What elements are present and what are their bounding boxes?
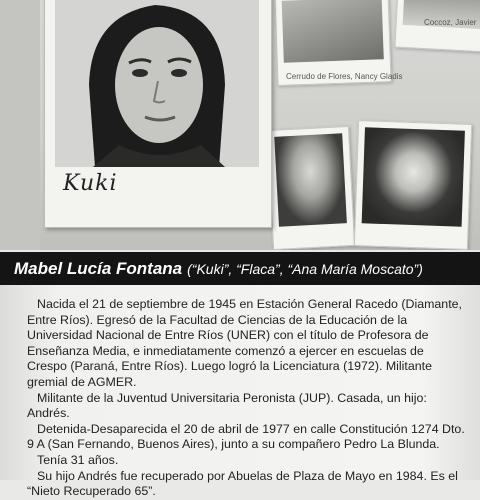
portrait-drawing [55,0,259,167]
title-bar [0,252,480,285]
biography-section [0,285,480,499]
main-portrait-card [44,0,272,228]
bio-paragraph: Militante de la Juventud Universitaria Peronista (JUP). Casada, un hijo: Andrés. [27,390,427,421]
bio-paragraph: Tenía 31 años. [37,452,119,467]
bio-paragraph: Detenida-Desaparecida el 20 de abril de 1977 en calle Constitución 1274 Dto. 9 A (San Fernando, Buenos Aires), junto a su compañero Pedro La Blunda. [27,421,465,452]
bio-paragraph: Su hijo Andrés fue recuperado por Abuelas de Plaza de Mayo en 1984. Es el “Nieto Recuperado 65”. [27,468,458,499]
portrait-image [55,0,259,167]
photo-caption: Coccoz, Javier [424,18,477,27]
portrait-image [282,0,384,63]
photo-woman-2 [354,120,472,250]
background-wall [0,0,40,250]
signature-kuki: Kuki [63,171,118,196]
biography-text [27,297,467,500]
person-name: Mabel Lucía Fontana [14,258,183,278]
photo-caption: Cerrudo de Flores, Nancy Gladis [286,72,403,81]
portrait-image [362,127,465,226]
photo-woman-1 [267,126,355,250]
person-aliases: (“Kuki”, “Flaca”, “Ana María Moscato”) [187,260,423,277]
bio-paragraph: Nacida el 21 de septiembre de 1945 en Estación General Racedo (Diamante, Entre Ríos). Egresó de la Facultad de Ciencias de la Educación de la Universidad Nacional de Entre Ríos (UNER) con el título de Profesora de Enseñanza Media, e inmediatamente comenzó a ejercer en escuelas de Crespo (Paraná, Entre Ríos). Luego logró la Licenciatura (1972). Militante gremial de AGMER. [27,297,462,389]
portrait-image [274,133,347,226]
